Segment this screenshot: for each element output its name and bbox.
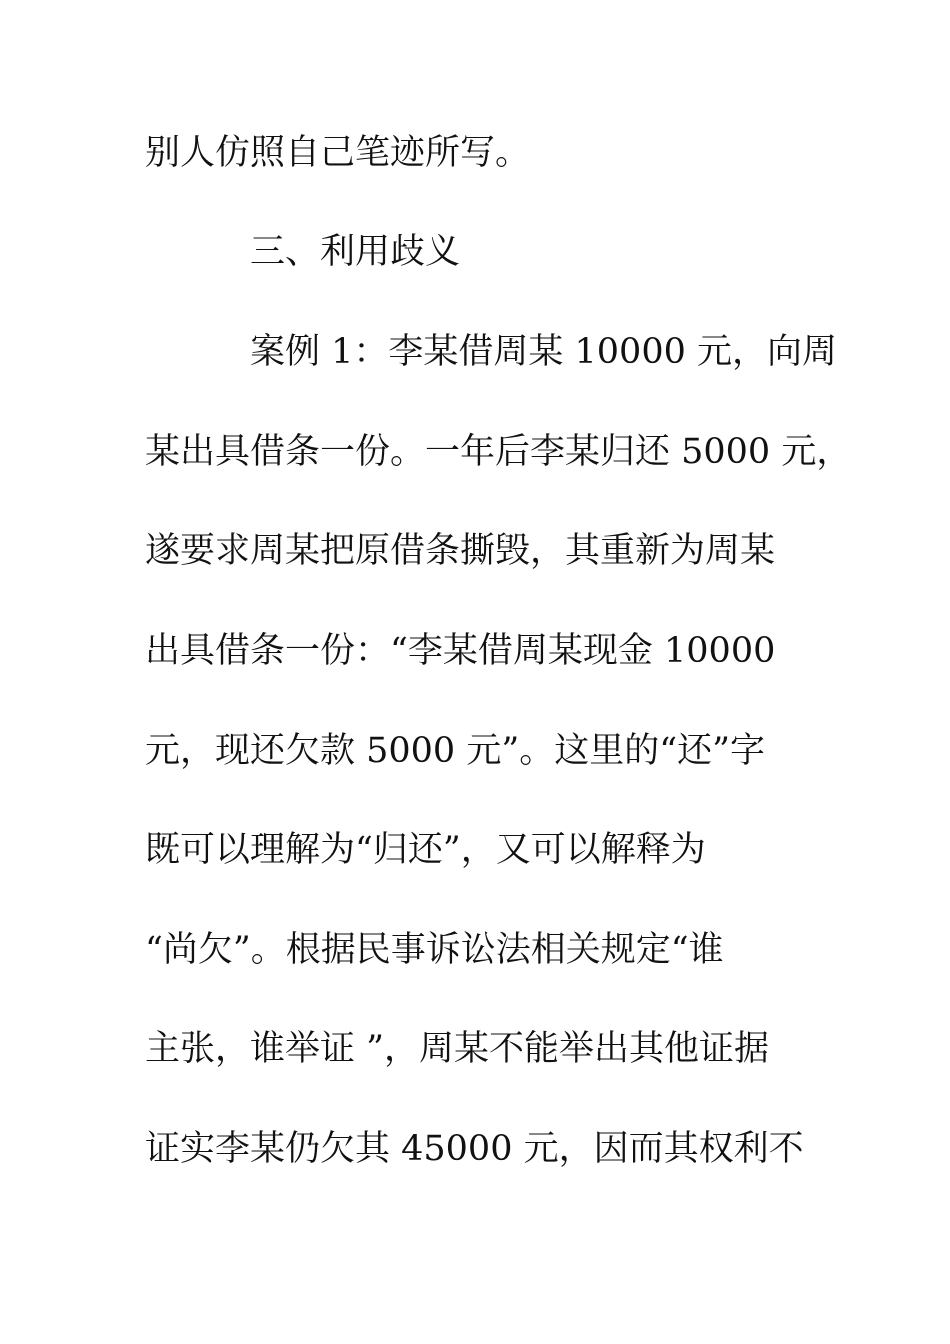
paragraph-line-7: 元，现还欠款 5000 元”。这里的“还”字: [145, 731, 766, 771]
paragraph-line-10: 主张，谁举证 ”，周某不能举出其他证据: [145, 1029, 770, 1069]
paragraph-line-9: “尚欠”。根据民事诉讼法相关规定“谁: [145, 930, 724, 970]
paragraph-line-11: 证实李某仍欠其 45000 元，因而其权利不: [145, 1129, 804, 1169]
paragraph-line-5: 遂要求周某把原借条撕毁，其重新为周某: [145, 531, 776, 571]
paragraph-line-1: 别人仿照自己笔迹所写。: [145, 133, 531, 173]
section-heading: 三、利用歧义: [250, 232, 461, 272]
paragraph-line-3: 案例 1：李某借周某 10000 元，向周: [250, 332, 837, 372]
paragraph-line-6: 出具借条一份：“李某借周某现金 10000: [145, 631, 776, 671]
paragraph-line-4: 某出具借条一份。一年后李某归还 5000 元，: [145, 432, 852, 472]
paragraph-line-8: 既可以理解为“归还”，又可以解释为: [145, 830, 706, 870]
